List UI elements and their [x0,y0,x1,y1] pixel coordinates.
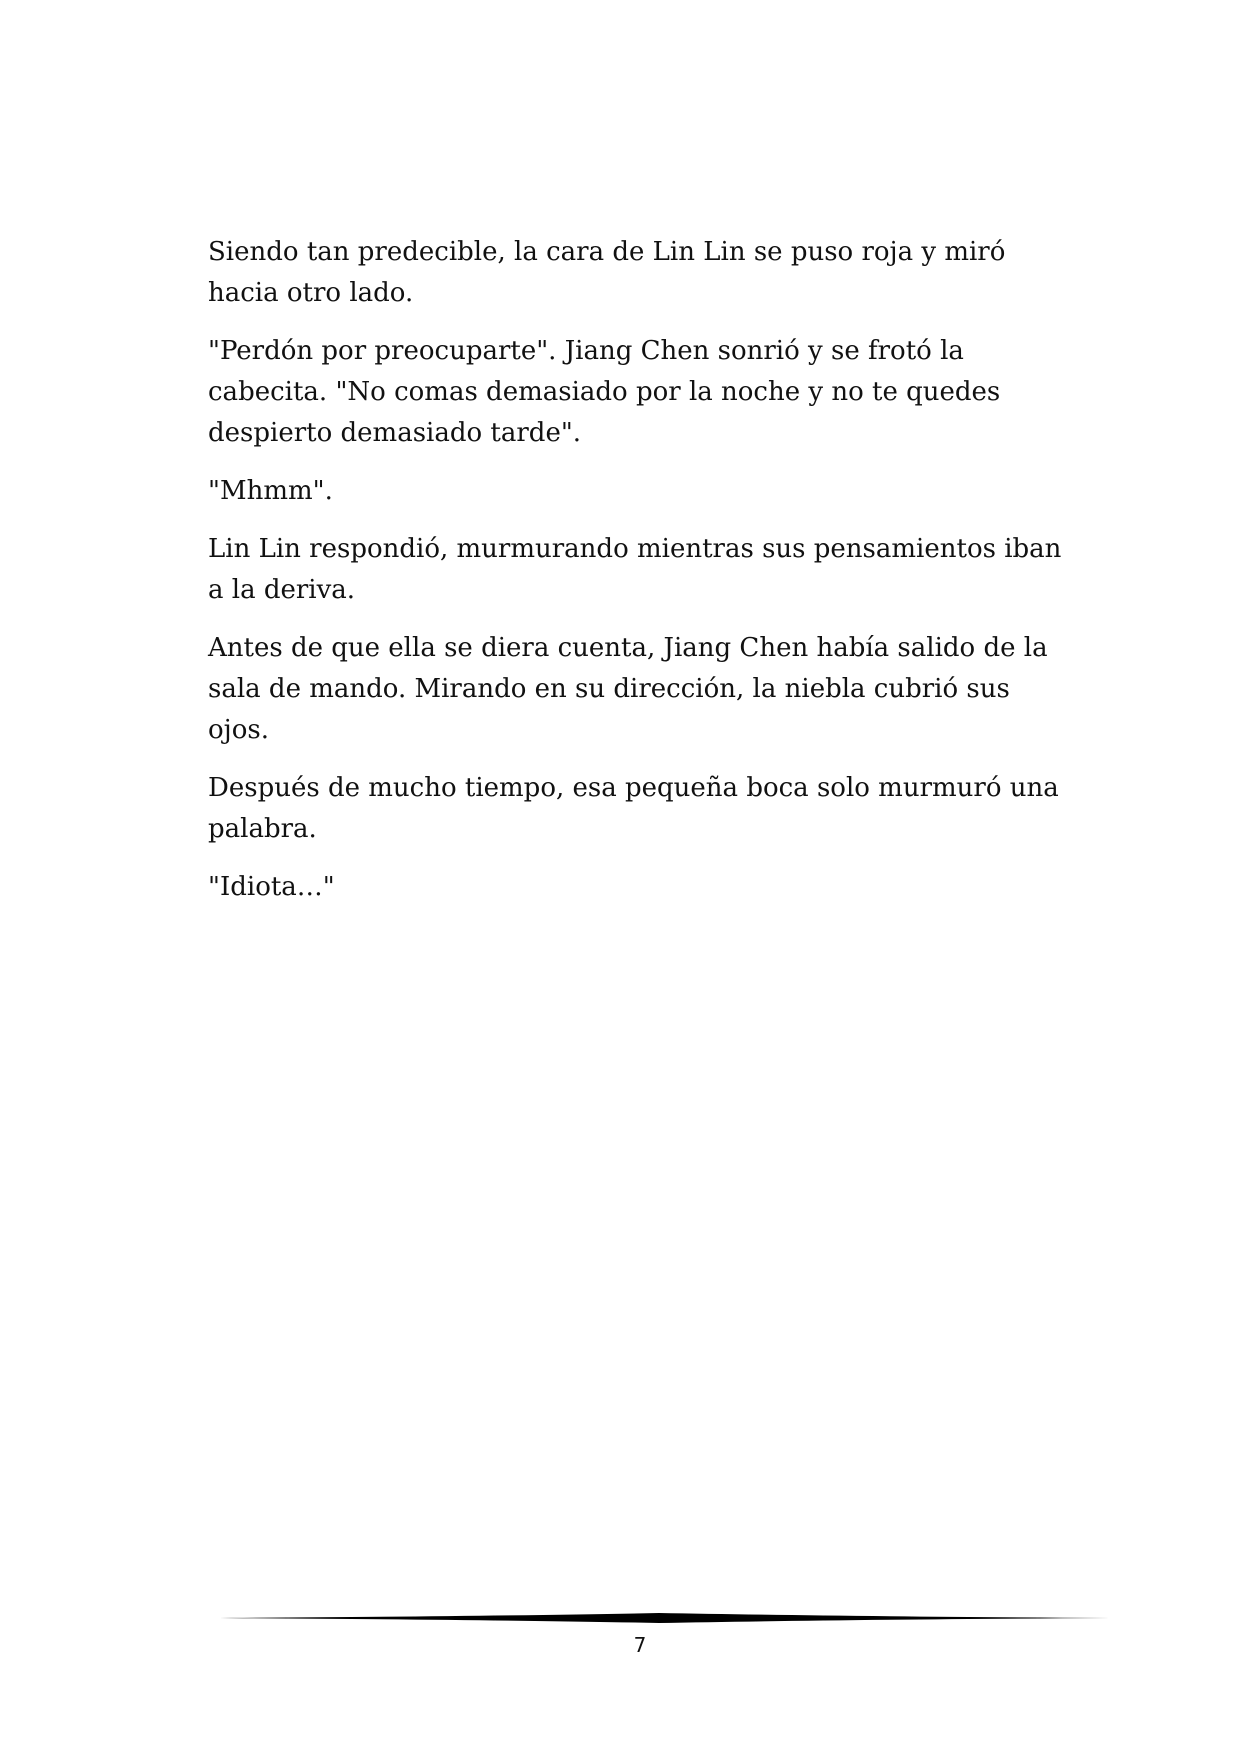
body-text [208,232,1078,925]
footer-divider [208,1612,1110,1624]
paragraph: Siendo tan predecible, la cara de Lin Lin se puso roja y miró hacia otro lado. [208,237,1006,308]
paragraph: Lin Lin respondió, murmurando mientras sus pensamientos iban a la deriva. [208,534,1062,605]
paragraph: "Idiota…" [208,872,335,902]
page-number: 7 [633,1633,647,1657]
paragraph: "Perdón por preocuparte". Jiang Chen sonrió y se frotó la cabecita. "No comas demasiado por la noche y no te quedes despierto demasiado tarde". [208,336,1001,448]
paragraph: "Mhmm". [208,476,333,506]
paragraph: Después de mucho tiempo, esa pequeña boca solo murmuró una palabra. [208,773,1059,844]
footer-divider-swash [208,1613,1110,1623]
paragraph: Antes de que ella se diera cuenta, Jiang Chen había salido de la sala de mando. Mirando en su dirección, la niebla cubrió sus ojos. [208,633,1048,745]
